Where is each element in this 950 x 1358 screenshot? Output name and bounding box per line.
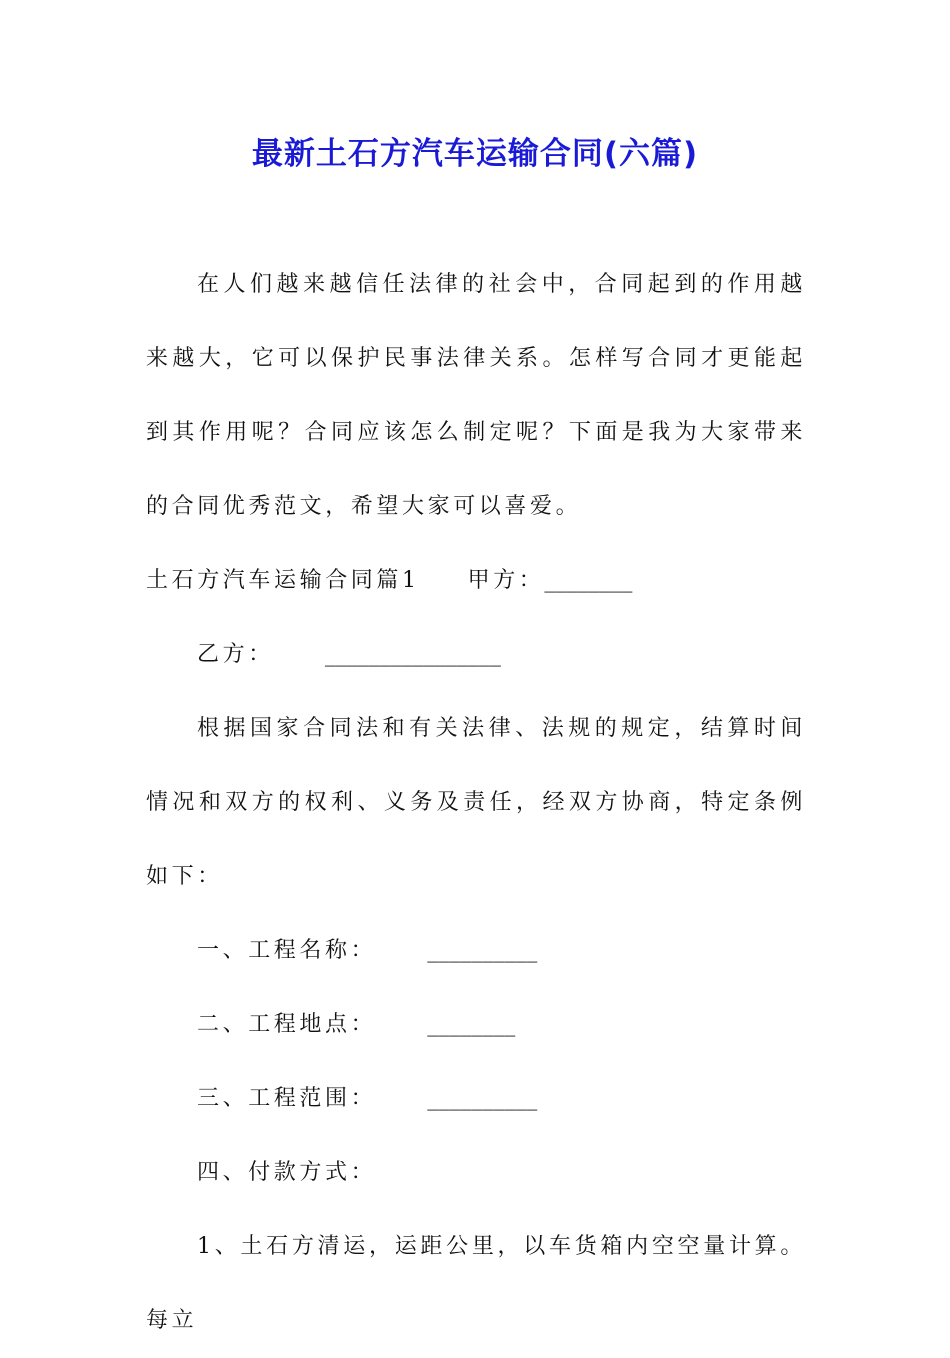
document-title: 最新土石方汽车运输合同(六篇) [251,136,699,172]
item-project-scope-blank: __________ [427,1086,538,1111]
party-a-label: 甲方： [467,568,545,593]
intro-paragraph: 在人们越来越信任法律的社会中，合同起到的作用越来越大，它可以保护民事法律关系。怎样写合同才更能起到其作用呢？合同应该怎么制定呢？下面是我为大家带来的合同优秀范文，希望大家可以喜爱。 [146,272,806,519]
document-body [146,248,806,1358]
section-heading-line [146,544,806,618]
party-b-line [146,618,806,692]
item-payment-subitem-1: 1、土石方清运，运距公里，以车货箱内空空量计算。每立 [146,1234,806,1333]
item-project-name-blank: __________ [427,938,538,963]
item-project-location [146,988,806,1062]
item-project-scope [146,1062,806,1136]
item-project-name [146,914,806,988]
party-b-label: 乙方： [197,642,274,667]
item-project-location-label: 二、工程地点： [197,1012,377,1037]
section-heading: 土石方汽车运输合同篇1 [146,568,420,593]
item-project-location-blank: ________ [427,1012,516,1037]
basis-paragraph: 根据国家合同法和有关法律、法规的规定，结算时间情况和双方的权利、义务及责任，经双方协商，特定条例如下： [146,716,806,889]
party-b-blank: ________________ [324,642,501,667]
item-project-name-label: 一、工程名称： [197,938,377,963]
party-a-blank: ________ [544,568,633,593]
item-project-scope-label: 三、工程范围： [197,1086,377,1111]
item-payment-method: 四、付款方式： [197,1160,377,1185]
